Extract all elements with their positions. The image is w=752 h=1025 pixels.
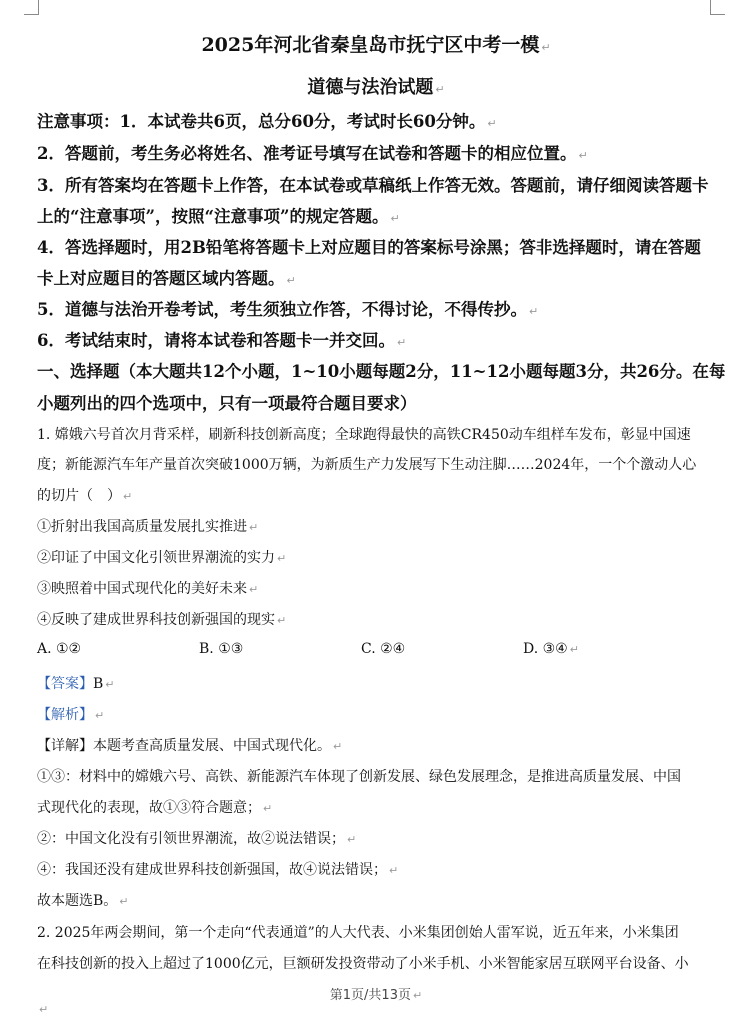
note-line: 注意事项：1．本试卷共6页，总分60分，考试时长60分钟。 ↵ (37, 112, 497, 131)
question-1-stem: 1. 嫦娥六号首次月背采样，刷新科技创新高度；全球跑得最快的高铁CR450动车组样车发布，彰显中国速 (37, 427, 691, 443)
detail-line: 式现代化的表现，故①③符合题意； ↵ (37, 800, 273, 816)
question-1-item: ③映照着中国式现代化的美好未来 ↵ (37, 581, 259, 597)
note-line: 5．道德与法治开卷考试，考生须独立作答，不得讨论，不得传抄。 ↵ (37, 300, 539, 319)
paragraph-mark: ↵ (39, 1003, 49, 1016)
detail-line: 【详解】本题考查高质量发展、中国式现代化。 ↵ (37, 738, 343, 754)
crop-mark-top-left (24, 0, 39, 15)
detail-line: ①③：材料中的嫦娥六号、高铁、新能源汽车体现了创新发展、绿色发展理念，是推进高质量发展、中国 (37, 769, 681, 785)
note-line: 上的“注意事项”，按照“注意事项”的规定答题。 ↵ (37, 207, 400, 226)
exam-subject: 道德与法治试题 ↵ (307, 77, 445, 98)
detail-line: 故本题选B。 ↵ (37, 893, 129, 909)
section-heading: 小题列出的四个选项中，只有一项最符合题目要求） (37, 394, 417, 413)
section-heading: 一、选择题（本大题共12个小题，1~10小题每题2分，11~12小题每题3分，共26分。在每 (37, 362, 726, 381)
note-line: 3．所有答案均在答题卡上作答，在本试卷或草稿纸上作答无效。答题前，请仔细阅读答题卡 (37, 176, 709, 195)
note-line: 2．答题前，考生务必将姓名、准考证号填写在试卷和答题卡的相应位置。 ↵ (37, 144, 588, 163)
exam-title: 2025年河北省秦皇岛市抚宁区中考一模 ↵ (201, 34, 551, 56)
answer-value: B (93, 676, 104, 692)
detail-line: ④：我国还没有建成世界科技创新强国，故④说法错误； ↵ (37, 862, 399, 878)
analysis-label: 【解析】 ↵ (37, 707, 105, 723)
question-1-item: ②印证了中国文化引领世界潮流的实力 ↵ (37, 550, 287, 566)
note-line: 卡上对应题目的答题区域内答题。 ↵ (37, 269, 296, 288)
detail-line: ②：中国文化没有引领世界潮流，故②说法错误； ↵ (37, 831, 357, 847)
option-c: C. ②④ (361, 641, 406, 657)
option-b: B. ①③ (199, 641, 244, 657)
note-line: 6．考试结束时，请将本试卷和答题卡一并交回。 ↵ (37, 331, 407, 350)
question-2-stem: 2. 2025年两会期间，第一个走向“代表通道”的人大代表、小米集团创始人雷军说，近五年来，小米集团 (37, 925, 679, 941)
question-1-item: ④反映了建成世界科技创新强国的现实 ↵ (37, 612, 287, 628)
crop-mark-top-right (710, 0, 725, 15)
question-1-stem: 度；新能源汽车年产量首次突破1000万辆，为新质生产力发展写下生动注脚……2024年，一个个激动人心 (37, 457, 697, 473)
option-a: A. ①② (37, 641, 82, 657)
answer-line: 【答案】B ↵ (37, 676, 115, 692)
answer-label: 【答案】 (37, 676, 93, 692)
question-2-stem: 在科技创新的投入上超过了1000亿元，巨额研发投资带动了小米手机、小米智能家居互联网平台设备、小 (37, 956, 689, 972)
note-line: 4．答选择题时，用2B铅笔将答题卡上对应题目的答案标号涂黑；答非选择题时，请在答题 (37, 238, 701, 257)
page-footer: 第1页/共13页 ↵ (329, 988, 423, 1003)
option-d: D. ③④ ↵ (523, 641, 579, 657)
question-1-stem: 的切片（ ） ↵ (37, 488, 133, 504)
question-1-item: ①折射出我国高质量发展扎实推进 ↵ (37, 519, 259, 535)
